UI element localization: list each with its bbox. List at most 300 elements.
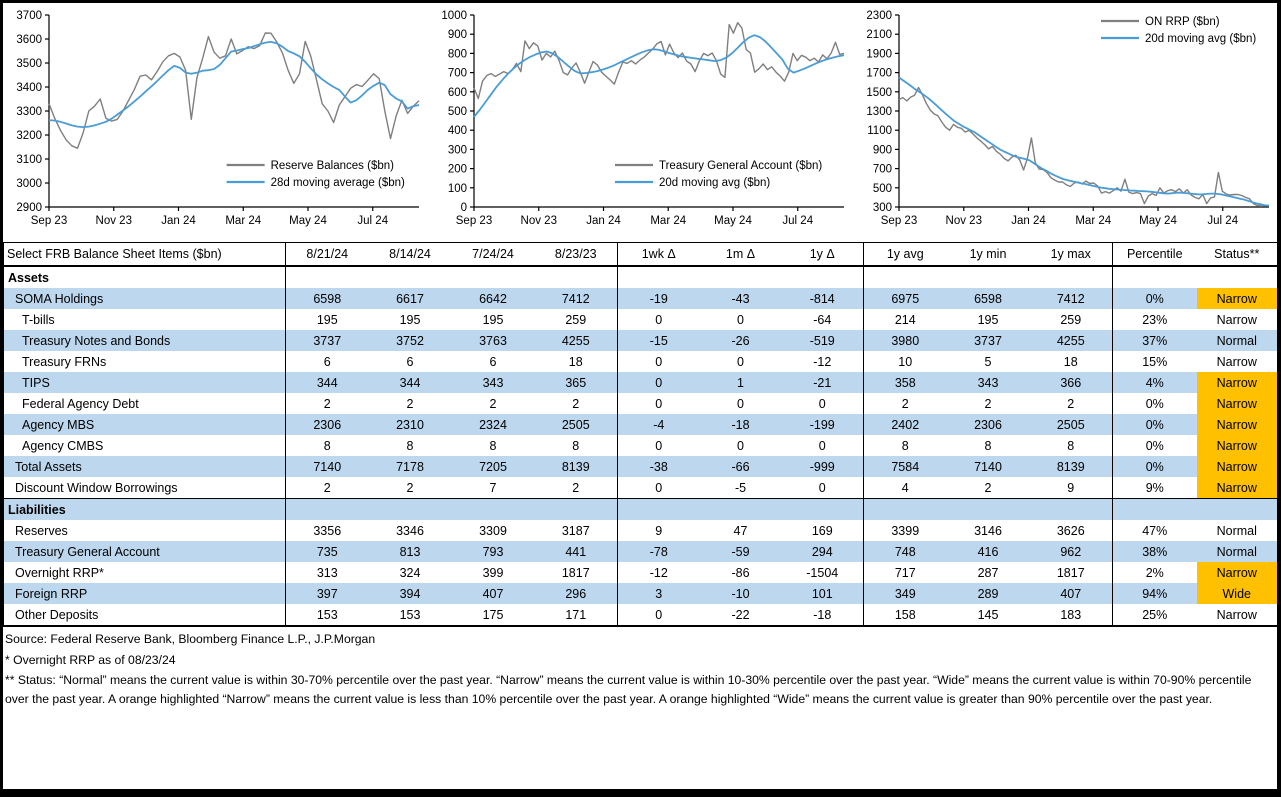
cell-percentile: 25% bbox=[1113, 604, 1197, 626]
svg-text:Sep 23: Sep 23 bbox=[30, 215, 68, 227]
svg-text:ON RRP ($bn): ON RRP ($bn) bbox=[1145, 16, 1220, 28]
cell-percentile: 47% bbox=[1113, 520, 1197, 541]
cell-stat: 183 bbox=[1060, 607, 1082, 622]
cell-stat: 7412 bbox=[1056, 291, 1085, 306]
reserve-balances-chart-svg bbox=[3, 5, 427, 233]
status-badge: Narrow bbox=[1197, 456, 1278, 477]
cell-delta: -5 bbox=[734, 480, 747, 495]
cell-value: 171 bbox=[565, 607, 587, 622]
cell-delta: 1 bbox=[737, 375, 744, 390]
status-badge: Wide bbox=[1197, 583, 1278, 604]
cell-value: 813 bbox=[399, 544, 421, 559]
row-label: Foreign RRP bbox=[4, 583, 286, 604]
cell-stat bbox=[864, 266, 947, 288]
svg-text:3700: 3700 bbox=[16, 10, 42, 22]
table-row bbox=[4, 309, 1278, 330]
delta-column-header: 1y Δ bbox=[782, 243, 864, 267]
cell-value: 6617 bbox=[396, 291, 424, 306]
cell-stat: 2 bbox=[1067, 396, 1075, 411]
cell-delta: -21 bbox=[813, 375, 832, 390]
percentile-column-header: Percentile bbox=[1113, 243, 1197, 267]
row-label: Treasury FRNs bbox=[4, 351, 286, 372]
svg-text:Jan 24: Jan 24 bbox=[1011, 215, 1046, 227]
cell-stat: 2402 bbox=[864, 414, 947, 435]
cell-stat: 214 bbox=[864, 309, 947, 330]
svg-text:Nov 23: Nov 23 bbox=[945, 215, 982, 227]
row-label: Discount Window Borrowings bbox=[4, 477, 286, 499]
status-badge: Narrow bbox=[1197, 562, 1278, 583]
svg-text:1000: 1000 bbox=[441, 10, 467, 22]
cell-stat: 8 bbox=[1067, 438, 1075, 453]
svg-text:Mar 24: Mar 24 bbox=[650, 215, 687, 227]
cell-delta bbox=[782, 266, 864, 288]
cell-delta: -64 bbox=[813, 312, 832, 327]
delta-column-header: 1wk Δ bbox=[618, 243, 700, 267]
cell-delta: 0 bbox=[737, 312, 744, 327]
cell-value bbox=[535, 499, 618, 521]
cell-percentile: 23% bbox=[1113, 309, 1197, 330]
svg-text:20d moving avg ($bn): 20d moving avg ($bn) bbox=[1145, 33, 1257, 45]
row-label: Other Deposits bbox=[4, 604, 286, 626]
cell-percentile: 9% bbox=[1113, 477, 1197, 499]
cell-delta: -999 bbox=[809, 459, 835, 474]
svg-text:600: 600 bbox=[447, 86, 467, 99]
cell-stat: 6598 bbox=[974, 291, 1002, 306]
svg-text:20d moving avg ($bn): 20d moving avg ($bn) bbox=[659, 177, 771, 189]
cell-delta: 0 bbox=[618, 477, 700, 499]
cell-delta: 0 bbox=[818, 480, 826, 495]
cell-stat bbox=[1030, 266, 1113, 288]
svg-text:2100: 2100 bbox=[866, 29, 892, 42]
cell-stat: 3399 bbox=[864, 520, 947, 541]
cell-value: 324 bbox=[399, 565, 421, 580]
cell-value: 1817 bbox=[561, 565, 590, 580]
cell-stat: 2 bbox=[984, 480, 992, 495]
svg-text:Nov 23: Nov 23 bbox=[520, 215, 557, 227]
svg-text:Sep 23: Sep 23 bbox=[455, 215, 493, 227]
cell-delta: -86 bbox=[731, 565, 750, 580]
table-row bbox=[4, 541, 1278, 562]
cell-delta: -26 bbox=[731, 333, 750, 348]
cell-delta: -22 bbox=[731, 607, 750, 622]
row-label: Assets bbox=[4, 266, 286, 288]
cell-stat: 259 bbox=[1060, 312, 1082, 327]
cell-value: 175 bbox=[482, 607, 504, 622]
cell-stat: 366 bbox=[1060, 375, 1082, 390]
date-column-header: 8/21/24 bbox=[286, 243, 369, 267]
status-badge bbox=[1197, 266, 1278, 288]
table-row bbox=[4, 288, 1278, 309]
cell-value: 2505 bbox=[561, 417, 590, 432]
cell-value bbox=[286, 266, 369, 288]
cell-delta: 0 bbox=[818, 396, 826, 411]
svg-text:3000: 3000 bbox=[16, 178, 42, 190]
stat-column-header: 1y min bbox=[947, 243, 1030, 267]
cell-delta: -199 bbox=[809, 417, 835, 432]
cell-value bbox=[369, 499, 452, 521]
cell-delta: -18 bbox=[813, 607, 832, 622]
cell-stat: 407 bbox=[1060, 586, 1082, 601]
charts-row bbox=[3, 3, 1277, 242]
svg-text:3200: 3200 bbox=[16, 130, 42, 142]
cell-delta: 294 bbox=[811, 544, 833, 559]
cell-value: 7412 bbox=[561, 291, 590, 306]
cell-value: 7 bbox=[489, 480, 497, 495]
svg-text:Reserve Balances ($bn): Reserve Balances ($bn) bbox=[270, 160, 394, 172]
table-row bbox=[4, 604, 1278, 626]
cell-stat: 9 bbox=[1067, 480, 1075, 495]
cell-delta: 0 bbox=[737, 354, 744, 369]
cell-value: 3752 bbox=[396, 333, 424, 348]
row-label: TIPS bbox=[4, 372, 286, 393]
cell-value: 344 bbox=[399, 375, 421, 390]
cell-value: 3737 bbox=[313, 333, 342, 348]
table-row bbox=[4, 477, 1278, 499]
status-badge: Narrow bbox=[1197, 288, 1278, 309]
svg-text:Mar 24: Mar 24 bbox=[225, 215, 262, 227]
status-badge: Narrow bbox=[1216, 312, 1257, 327]
cell-value: 296 bbox=[565, 586, 587, 601]
cell-value: 397 bbox=[316, 586, 338, 601]
row-label: SOMA Holdings bbox=[4, 288, 286, 309]
cell-value: 3763 bbox=[479, 333, 507, 348]
table-title: Select FRB Balance Sheet Items ($bn) bbox=[4, 243, 286, 267]
cell-value: 8 bbox=[572, 438, 580, 453]
cell-value: 365 bbox=[565, 375, 587, 390]
svg-text:900: 900 bbox=[447, 29, 467, 42]
cell-value: 18 bbox=[568, 354, 583, 369]
cell-value: 8139 bbox=[561, 459, 590, 474]
row-label: Total Assets bbox=[4, 456, 286, 477]
cell-stat: 358 bbox=[864, 372, 947, 393]
overnight-rrp-note: * Overnight RRP as of 08/23/24 bbox=[5, 652, 176, 667]
cell-value: 195 bbox=[316, 312, 338, 327]
cell-delta: 169 bbox=[811, 523, 833, 538]
cell-stat: 3626 bbox=[1056, 523, 1085, 538]
cell-value: 735 bbox=[316, 544, 338, 559]
cell-stat: 195 bbox=[977, 312, 999, 327]
date-column-header: 8/14/24 bbox=[369, 243, 452, 267]
cell-stat: 4 bbox=[864, 477, 947, 499]
cell-value: 195 bbox=[482, 312, 504, 327]
cell-stat: 8 bbox=[864, 435, 947, 456]
cell-delta: -19 bbox=[618, 288, 700, 309]
cell-value: 2 bbox=[323, 396, 331, 411]
status-badge: Narrow bbox=[1197, 372, 1278, 393]
cell-stat: 5 bbox=[984, 354, 992, 369]
status-badge: Narrow bbox=[1197, 414, 1278, 435]
cell-stat: 145 bbox=[977, 607, 999, 622]
status-badge: Narrow bbox=[1216, 354, 1257, 369]
cell-value: 344 bbox=[316, 375, 338, 390]
svg-text:Jul 24: Jul 24 bbox=[782, 215, 814, 227]
cell-delta: -18 bbox=[731, 417, 750, 432]
cell-delta: 47 bbox=[733, 523, 748, 538]
table-row bbox=[4, 372, 1278, 393]
cell-delta: -15 bbox=[618, 330, 700, 351]
status-definition-note: ** Status: “Normal” means the current value is within 30-70% percentile over the past year. “Narrow” means the current value is within 10-30% percentile over the past year. “Wide” means the current value is within 70-90% percentile over the past year. A orange highlighted “Narrow” means the current value is less than 10% percentile over the past year. A orange highlighted “Wide” means the current value is greater than 90% percentile over the past year. bbox=[5, 672, 1252, 706]
svg-text:3600: 3600 bbox=[16, 34, 42, 46]
cell-percentile bbox=[1113, 266, 1197, 288]
source-note: Source: Federal Reserve Bank, Bloomberg Finance L.P., J.P.Morgan bbox=[5, 632, 376, 646]
table-row bbox=[4, 393, 1278, 414]
cell-delta: 9 bbox=[618, 520, 700, 541]
svg-text:May 24: May 24 bbox=[289, 215, 327, 227]
cell-value bbox=[452, 499, 535, 521]
cell-delta bbox=[618, 499, 700, 521]
svg-text:300: 300 bbox=[872, 202, 892, 214]
svg-text:Jul 24: Jul 24 bbox=[1207, 215, 1239, 227]
row-label: Agency MBS bbox=[4, 414, 286, 435]
cell-stat: 748 bbox=[864, 541, 947, 562]
cell-delta: 0 bbox=[618, 309, 700, 330]
cell-value: 313 bbox=[316, 565, 338, 580]
cell-stat: 7584 bbox=[864, 456, 947, 477]
cell-value: 8 bbox=[489, 438, 497, 453]
cell-delta: -43 bbox=[731, 291, 750, 306]
treasury-general-account-chart-svg bbox=[428, 5, 852, 233]
cell-percentile: 0% bbox=[1113, 414, 1197, 435]
svg-text:Nov 23: Nov 23 bbox=[95, 215, 132, 227]
cell-value: 7205 bbox=[479, 459, 507, 474]
status-badge: Normal bbox=[1216, 333, 1257, 348]
table-header-row bbox=[4, 243, 1278, 267]
section-row bbox=[4, 266, 1278, 288]
table-row bbox=[4, 562, 1278, 583]
status-badge: Narrow bbox=[1197, 477, 1278, 499]
cell-delta: 0 bbox=[618, 393, 700, 414]
cell-percentile: 0% bbox=[1113, 288, 1197, 309]
balance-sheet-table bbox=[3, 242, 1278, 627]
cell-value: 153 bbox=[316, 607, 338, 622]
footnotes bbox=[3, 627, 1277, 709]
cell-stat bbox=[947, 499, 1030, 521]
cell-value: 399 bbox=[482, 565, 504, 580]
cell-delta bbox=[782, 499, 864, 521]
svg-text:Treasury General Account ($bn): Treasury General Account ($bn) bbox=[659, 160, 823, 172]
cell-percentile: 15% bbox=[1113, 351, 1197, 372]
cell-stat: 962 bbox=[1060, 544, 1082, 559]
status-badge: Narrow bbox=[1197, 393, 1278, 414]
svg-text:3100: 3100 bbox=[16, 154, 42, 166]
table-row bbox=[4, 583, 1278, 604]
cell-value: 2 bbox=[489, 396, 497, 411]
cell-percentile: 0% bbox=[1113, 393, 1197, 414]
cell-value: 2 bbox=[572, 396, 580, 411]
cell-value: 7178 bbox=[396, 459, 424, 474]
cell-value: 3356 bbox=[313, 523, 342, 538]
cell-delta: 0 bbox=[618, 351, 700, 372]
cell-value: 6 bbox=[323, 354, 331, 369]
cell-delta: -78 bbox=[618, 541, 700, 562]
svg-text:Sep 23: Sep 23 bbox=[880, 215, 918, 227]
cell-value: 343 bbox=[482, 375, 504, 390]
cell-value: 7140 bbox=[313, 459, 342, 474]
cell-value: 6598 bbox=[313, 291, 342, 306]
cell-stat bbox=[947, 266, 1030, 288]
cell-value bbox=[452, 266, 535, 288]
cell-value: 8 bbox=[323, 438, 331, 453]
cell-stat: 287 bbox=[977, 565, 999, 580]
svg-text:Mar 24: Mar 24 bbox=[1075, 215, 1112, 227]
cell-stat: 3146 bbox=[974, 523, 1002, 538]
svg-text:Jul 24: Jul 24 bbox=[357, 215, 389, 227]
svg-text:May 24: May 24 bbox=[1139, 215, 1177, 227]
svg-text:500: 500 bbox=[872, 182, 892, 195]
svg-text:900: 900 bbox=[872, 144, 892, 157]
svg-text:800: 800 bbox=[447, 48, 467, 61]
svg-text:3400: 3400 bbox=[16, 82, 42, 94]
svg-text:300: 300 bbox=[447, 144, 467, 157]
delta-column-header: 1m Δ bbox=[700, 243, 782, 267]
chart-on-rrp bbox=[853, 5, 1277, 238]
cell-delta: -10 bbox=[731, 586, 750, 601]
cell-stat: 2 bbox=[984, 396, 992, 411]
cell-value: 6 bbox=[489, 354, 497, 369]
cell-delta: 0 bbox=[818, 438, 826, 453]
row-label: Treasury General Account bbox=[4, 541, 286, 562]
status-column-header: Status** bbox=[1197, 243, 1278, 267]
cell-stat: 7140 bbox=[974, 459, 1002, 474]
cell-delta: 0 bbox=[618, 372, 700, 393]
svg-text:200: 200 bbox=[447, 163, 467, 176]
stat-column-header: 1y avg bbox=[864, 243, 947, 267]
cell-value bbox=[286, 499, 369, 521]
row-label: Liabilities bbox=[4, 499, 286, 521]
cell-delta: -38 bbox=[618, 456, 700, 477]
cell-value: 8 bbox=[406, 438, 414, 453]
cell-percentile: 94% bbox=[1113, 583, 1197, 604]
status-badge: Narrow bbox=[1197, 435, 1278, 456]
cell-stat: 1817 bbox=[1056, 565, 1085, 580]
cell-stat: 343 bbox=[977, 375, 999, 390]
cell-percentile bbox=[1113, 499, 1197, 521]
row-label: Treasury Notes and Bonds bbox=[4, 330, 286, 351]
cell-stat: 416 bbox=[977, 544, 999, 559]
cell-value: 6642 bbox=[479, 291, 507, 306]
row-label: T-bills bbox=[4, 309, 286, 330]
cell-delta: -12 bbox=[813, 354, 832, 369]
date-column-header: 7/24/24 bbox=[452, 243, 535, 267]
chart-reserve-balances bbox=[3, 5, 427, 238]
svg-text:500: 500 bbox=[447, 106, 467, 118]
cell-stat: 4255 bbox=[1056, 333, 1085, 348]
svg-text:700: 700 bbox=[447, 67, 467, 80]
svg-text:2900: 2900 bbox=[16, 202, 42, 214]
cell-percentile: 2% bbox=[1113, 562, 1197, 583]
row-label: Agency CMBS bbox=[4, 435, 286, 456]
cell-delta: 0 bbox=[737, 438, 744, 453]
svg-text:1100: 1100 bbox=[867, 125, 892, 138]
svg-text:28d moving average ($bn): 28d moving average ($bn) bbox=[270, 177, 405, 189]
cell-value: 793 bbox=[482, 544, 504, 559]
cell-delta: -12 bbox=[618, 562, 700, 583]
svg-text:1300: 1300 bbox=[866, 106, 892, 118]
cell-value: 2324 bbox=[479, 417, 507, 432]
svg-text:0: 0 bbox=[460, 202, 467, 214]
cell-percentile: 0% bbox=[1113, 435, 1197, 456]
table-row bbox=[4, 330, 1278, 351]
cell-delta: 3 bbox=[618, 583, 700, 604]
cell-stat: 10 bbox=[864, 351, 947, 372]
cell-stat: 18 bbox=[1063, 354, 1078, 369]
cell-value: 153 bbox=[399, 607, 421, 622]
cell-stat: 3737 bbox=[974, 333, 1002, 348]
on-rrp-chart-svg bbox=[853, 5, 1277, 233]
cell-percentile: 37% bbox=[1113, 330, 1197, 351]
cell-stat bbox=[864, 499, 947, 521]
cell-delta: 0 bbox=[737, 396, 744, 411]
svg-text:1700: 1700 bbox=[866, 67, 892, 80]
cell-value: 2 bbox=[572, 480, 580, 495]
cell-stat: 3980 bbox=[864, 330, 947, 351]
cell-value: 3309 bbox=[479, 523, 507, 538]
cell-value: 6 bbox=[406, 354, 414, 369]
svg-text:Jan 24: Jan 24 bbox=[586, 215, 621, 227]
cell-delta bbox=[700, 499, 782, 521]
cell-delta: -814 bbox=[809, 291, 835, 306]
svg-text:May 24: May 24 bbox=[714, 215, 752, 227]
svg-text:Jan 24: Jan 24 bbox=[161, 215, 196, 227]
cell-value: 259 bbox=[565, 312, 587, 327]
status-badge: Normal bbox=[1216, 523, 1257, 538]
cell-value: 2 bbox=[323, 480, 331, 495]
cell-delta: -59 bbox=[731, 544, 750, 559]
cell-delta bbox=[618, 266, 700, 288]
table-row bbox=[4, 435, 1278, 456]
table-row bbox=[4, 520, 1278, 541]
svg-text:3500: 3500 bbox=[16, 58, 42, 70]
status-badge: Normal bbox=[1216, 544, 1257, 559]
cell-stat: 2 bbox=[864, 393, 947, 414]
cell-delta bbox=[700, 266, 782, 288]
row-label: Overnight RRP* bbox=[4, 562, 286, 583]
cell-value: 394 bbox=[399, 586, 421, 601]
svg-text:1900: 1900 bbox=[866, 48, 892, 61]
row-label: Reserves bbox=[4, 520, 286, 541]
cell-delta: 0 bbox=[618, 604, 700, 626]
date-column-header: 8/23/23 bbox=[535, 243, 618, 267]
cell-value: 2306 bbox=[313, 417, 342, 432]
cell-value bbox=[535, 266, 618, 288]
cell-stat: 158 bbox=[864, 604, 947, 626]
cell-stat: 349 bbox=[864, 583, 947, 604]
cell-stat: 8139 bbox=[1056, 459, 1085, 474]
svg-text:3300: 3300 bbox=[16, 106, 42, 118]
cell-delta: -4 bbox=[618, 414, 700, 435]
cell-value bbox=[369, 266, 452, 288]
cell-delta: 101 bbox=[811, 586, 833, 601]
cell-value: 2 bbox=[406, 480, 414, 495]
cell-percentile: 38% bbox=[1113, 541, 1197, 562]
svg-text:1500: 1500 bbox=[866, 86, 892, 99]
cell-value: 195 bbox=[399, 312, 421, 327]
cell-stat: 2505 bbox=[1056, 417, 1085, 432]
cell-delta: 0 bbox=[618, 435, 700, 456]
svg-text:2300: 2300 bbox=[866, 10, 892, 22]
cell-stat bbox=[1030, 499, 1113, 521]
section-row bbox=[4, 499, 1278, 521]
cell-value: 3187 bbox=[561, 523, 590, 538]
cell-stat: 6975 bbox=[864, 288, 947, 309]
table-row bbox=[4, 456, 1278, 477]
cell-stat: 8 bbox=[984, 438, 992, 453]
cell-stat: 289 bbox=[977, 586, 999, 601]
cell-delta: -66 bbox=[731, 459, 750, 474]
table-row bbox=[4, 351, 1278, 372]
cell-stat: 717 bbox=[864, 562, 947, 583]
svg-text:700: 700 bbox=[872, 163, 892, 176]
